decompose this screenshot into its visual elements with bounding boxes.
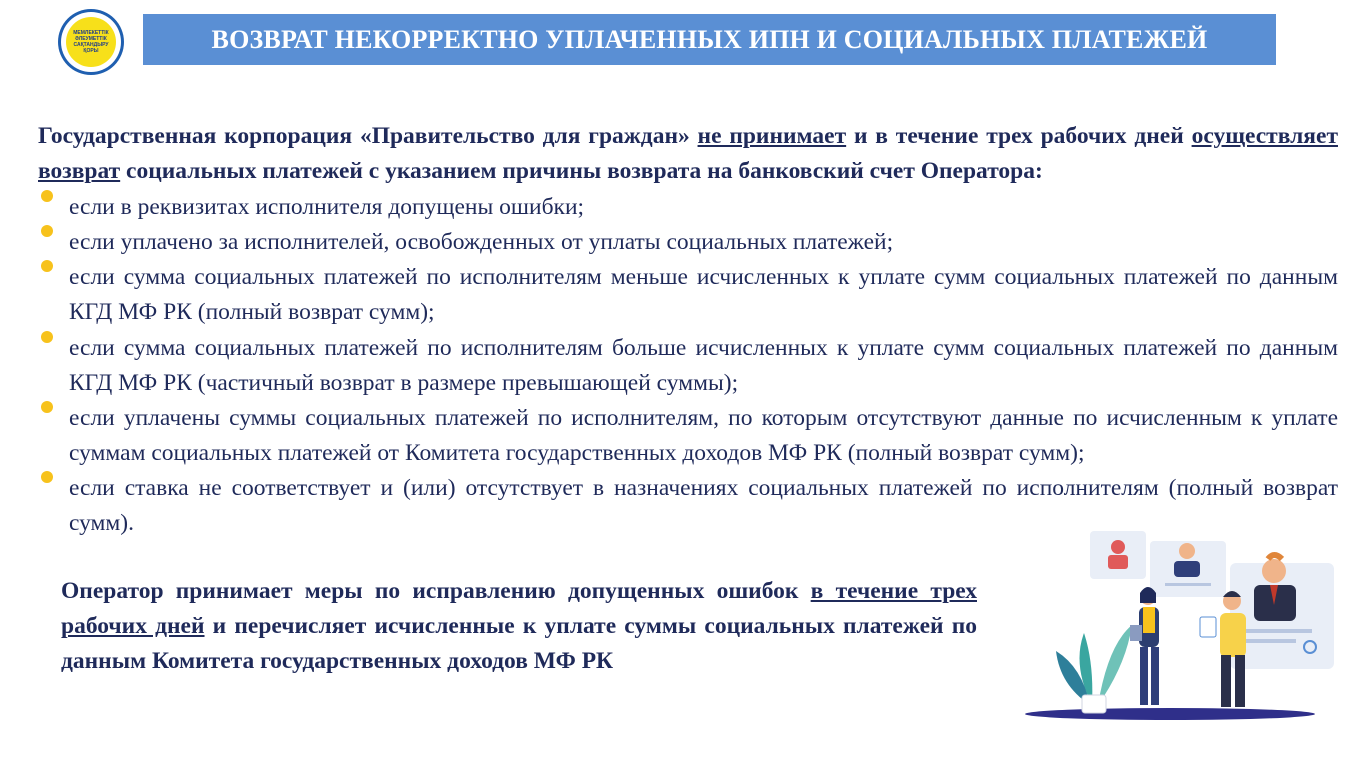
list-item [38,260,1338,330]
list-item [38,190,1338,225]
people-illustration [1020,525,1340,725]
reason-text: если сумма социальных платежей по исполнителям меньше исчисленных к уплате сумм социальных платежей по данным КГД МФ РК (полный возврат сумм); [69,264,1338,325]
operator-text-2: и перечисляет исчисленные к уплате суммы социальных платежей по данным Комитета государственных доходов МФ РК [61,613,978,674]
list-item [38,225,1338,260]
intro-text-3: социальных платежей с указанием причины возврата на банковский счет Оператора: [120,158,1043,184]
bullet-icon [41,225,53,237]
avatar [1111,540,1125,554]
list-item [38,331,1338,401]
bullet-icon [41,331,53,343]
page-title: ВОЗВРАТ НЕКОРРЕКТНО УПЛАЧЕННЫХ ИПН И СОЦИАЛЬНЫХ ПЛАТЕЖЕЙ [211,24,1208,54]
title-bar [143,14,1276,65]
intro-text-2: и в течение трех рабочих дней [846,123,1192,149]
reasons-list [38,190,1338,541]
logo-text: МЕМЛЕКЕТТІК ӘЛЕУМЕТТІК САҚТАНДЫРУ ҚОРЫ [66,17,116,67]
ground-shadow [1025,708,1315,720]
intro-paragraph [38,119,1338,189]
reason-text: если уплачены суммы социальных платежей по исполнителям, по которым отсутствуют данные по исчисленным к уплате суммам социальных платежей от Комитета государственных доходов МФ РК (полный возврат сумм); [69,405,1338,466]
avatar [1179,543,1195,559]
operator-paragraph [61,574,977,679]
organization-logo [58,9,124,75]
intro-underline-1: не принимает [697,123,847,149]
intro-text-1: Государственная корпорация «Правительство для граждан» [38,123,698,149]
bullet-icon [41,401,53,413]
reason-text: если сумма социальных платежей по исполнителям больше исчисленных к уплате сумм социальных платежей по данным КГД МФ РК (частичный возврат в размере превышающей суммы); [69,335,1338,396]
reason-text: если уплачено за исполнителей, освобожденных от уплаты социальных платежей; [69,229,894,255]
plant-leaf [1098,625,1132,705]
intro-underline-2: осуществляет возврат [38,123,1338,184]
operator-text-1: Оператор принимает меры по исправлению допущенных ошибок [61,578,811,604]
logo-ring [61,12,121,72]
operator-underline: в течение трех рабочих дней [61,578,977,639]
bullet-icon [41,471,53,483]
plant-pot [1082,695,1106,713]
avatar [1262,559,1286,583]
bullet-icon [41,190,53,202]
bullet-icon [41,260,53,272]
reason-text: если в реквизитах исполнителя допущены ошибки; [69,194,585,220]
list-item [38,401,1338,471]
reason-text: если ставка не соответствует и (или) отсутствует в назначениях социальных платежей по исполнителям (полный возврат сумм). [69,475,1338,536]
